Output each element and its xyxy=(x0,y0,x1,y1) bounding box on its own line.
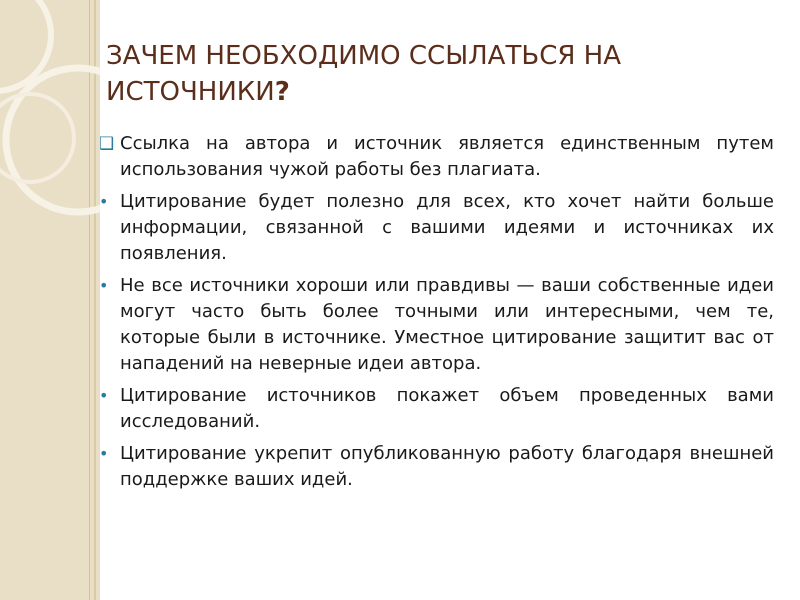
bullet-text: Не все источники хороши или правдивы — ваши собственные идеи могут часто быть более точными или интересными, чем те, которые были в источнике. Уместное цитирование защитит вас от нападений на неверные идеи автора. xyxy=(120,275,774,374)
decorative-sidebar xyxy=(0,0,100,600)
bullet-text: Цитирование источников покажет объем проведенных вами исследований. xyxy=(120,385,774,432)
bullet-item xyxy=(98,273,774,377)
sidebar-border-line-outer xyxy=(94,0,96,600)
dot-bullet-icon: • xyxy=(99,386,109,405)
decorative-circles-graphic xyxy=(0,0,100,600)
bullet-item xyxy=(98,383,774,435)
checkbox-bullet-icon: ❑ xyxy=(99,134,115,154)
bullet-text: Цитирование будет полезно для всех, кто хочет найти больше информации, связанной с вашими идеями и источниках их появления. xyxy=(120,191,774,264)
bullet-item xyxy=(98,131,774,183)
bullet-item xyxy=(98,441,774,493)
slide-title-text: ЗАЧЕМ НЕОБХОДИМО ССЫЛАТЬСЯ НА ИСТОЧНИКИ xyxy=(106,41,622,107)
dot-bullet-icon: • xyxy=(99,276,109,295)
bullet-list xyxy=(98,131,774,499)
bullet-text: Цитирование укрепит опубликованную работу благодаря внешней поддержке ваших идей. xyxy=(120,443,774,490)
slide-title xyxy=(106,38,766,110)
bullet-item xyxy=(98,189,774,267)
bullet-text: Ссылка на автора и источник является единственным путем использования чужой работы без плагиата. xyxy=(120,133,774,180)
dot-bullet-icon: • xyxy=(99,192,109,211)
dot-bullet-icon: • xyxy=(99,444,109,463)
slide-title-question-mark: ? xyxy=(274,77,290,107)
sidebar-border-line xyxy=(89,0,90,600)
